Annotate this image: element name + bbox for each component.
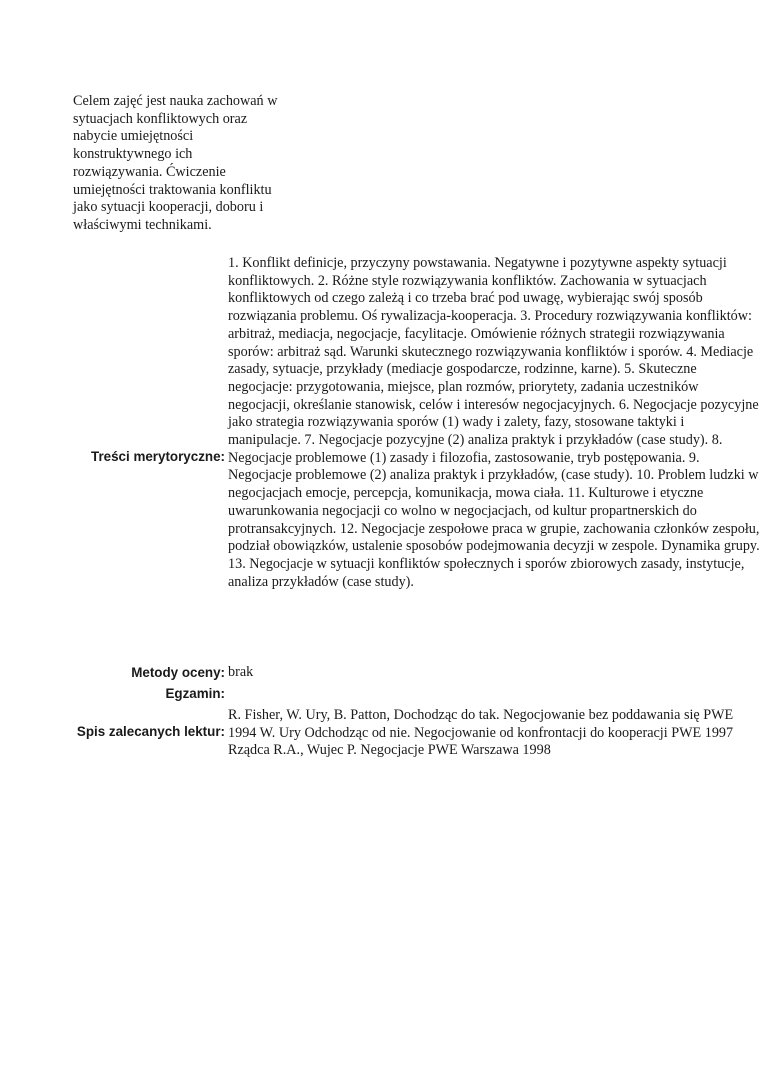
- assessment-methods-row: [73, 664, 693, 684]
- literature-value: R. Fisher, W. Ury, B. Patton, Dochodząc do tak. Negocjowanie bez poddawania się PWE 1994 W. Ury Odchodząc od nie. Negocjowanie od konfrontacji do kooperacji PWE 1997 Rządca R.A., Wujec P. Negocjacje PWE Warszawa 1998: [228, 707, 734, 759]
- assessment-methods-value: brak: [228, 664, 254, 680]
- literature-label: Spis zalecanych lektur:: [76, 724, 225, 739]
- literature-row: [73, 707, 734, 779]
- course-objective-text: Celem zajęć jest nauka zachowań w sytuacjach konfliktowych oraz nabycie umiejętności konstruktywnego ich rozwiązywania. Ćwiczenie umiejętności traktowania konfliktu jako sytuacji kooperacji, doboru i właściwymi technikami.: [73, 93, 278, 233]
- exam-label: Egzamin:: [165, 686, 225, 701]
- exam-row: [73, 685, 693, 705]
- content-value: 1. Konflikt definicje, przyczyny powstawania. Negatywne i pozytywne aspekty sytuacji konfliktowych. 2. Różne style rozwiązywania konfliktów. Zachowania w sytuacjach konfliktowych od czego zależą i co trzeba brać pod uwagę, wybierając swój sposób rozwiązania problemu. Oś rywalizacja-kooperacja. 3. Procedury rozwiązywania konfliktów: arbitraż, mediacja, negocjacje, facylitacje. Omówienie różnych strategii rozwiązywania sporów: arbitraż sąd. Warunki skutecznego rozwiązywania konfliktów i sporów. 4. Mediacje zasady, sytuacje, przykłady (mediacje gospodarcze, rodzinne, karne). 5. Skuteczne negocjacje: przygotowania, miejsce, plan rozmów, priorytety, zadania uczestników negocjacji, określanie stanowisk, celów i interesów negocjacyjnych. 6. Negocjacje pozycyjne jako strategia rozwiązywania sporów (1) wady i zalety, fazy, stosowane taktyki i manipulacje. 7. Negocjacje pozycyjne (2) analiza praktyk i przykładów (case study). 8. Negocjacje problemowe (1) zasady i filozofia, zastosowanie, tryb postępowania. 9. Negocjacje problemowe (2) analiza praktyk i przykładów, (case study). 10. Problem ludzki w negocjacjach emocje, percepcja, komunikacja, mowa ciała. 11. Kulturowe i etyczne uwarunkowania negocjacji co wolno w negocjacjach, od kultur propartnerskich do protransakcyjnych. 12. Negocjacje zespołowe praca w grupie, zachowania członków zespołu, podział obowiązków, ustalenie sposobów podejmowania decyzji w zespole. Dynamika grupy. 13. Negocjacje w sytuacji konfliktów społecznych i sporów zbiorowych zasady, instytucje, analiza przykładów (case study).: [228, 255, 760, 590]
- content-row: [73, 255, 760, 660]
- content-label: Treści merytoryczne:: [91, 449, 225, 464]
- assessment-methods-label: Metody oceny:: [131, 665, 225, 680]
